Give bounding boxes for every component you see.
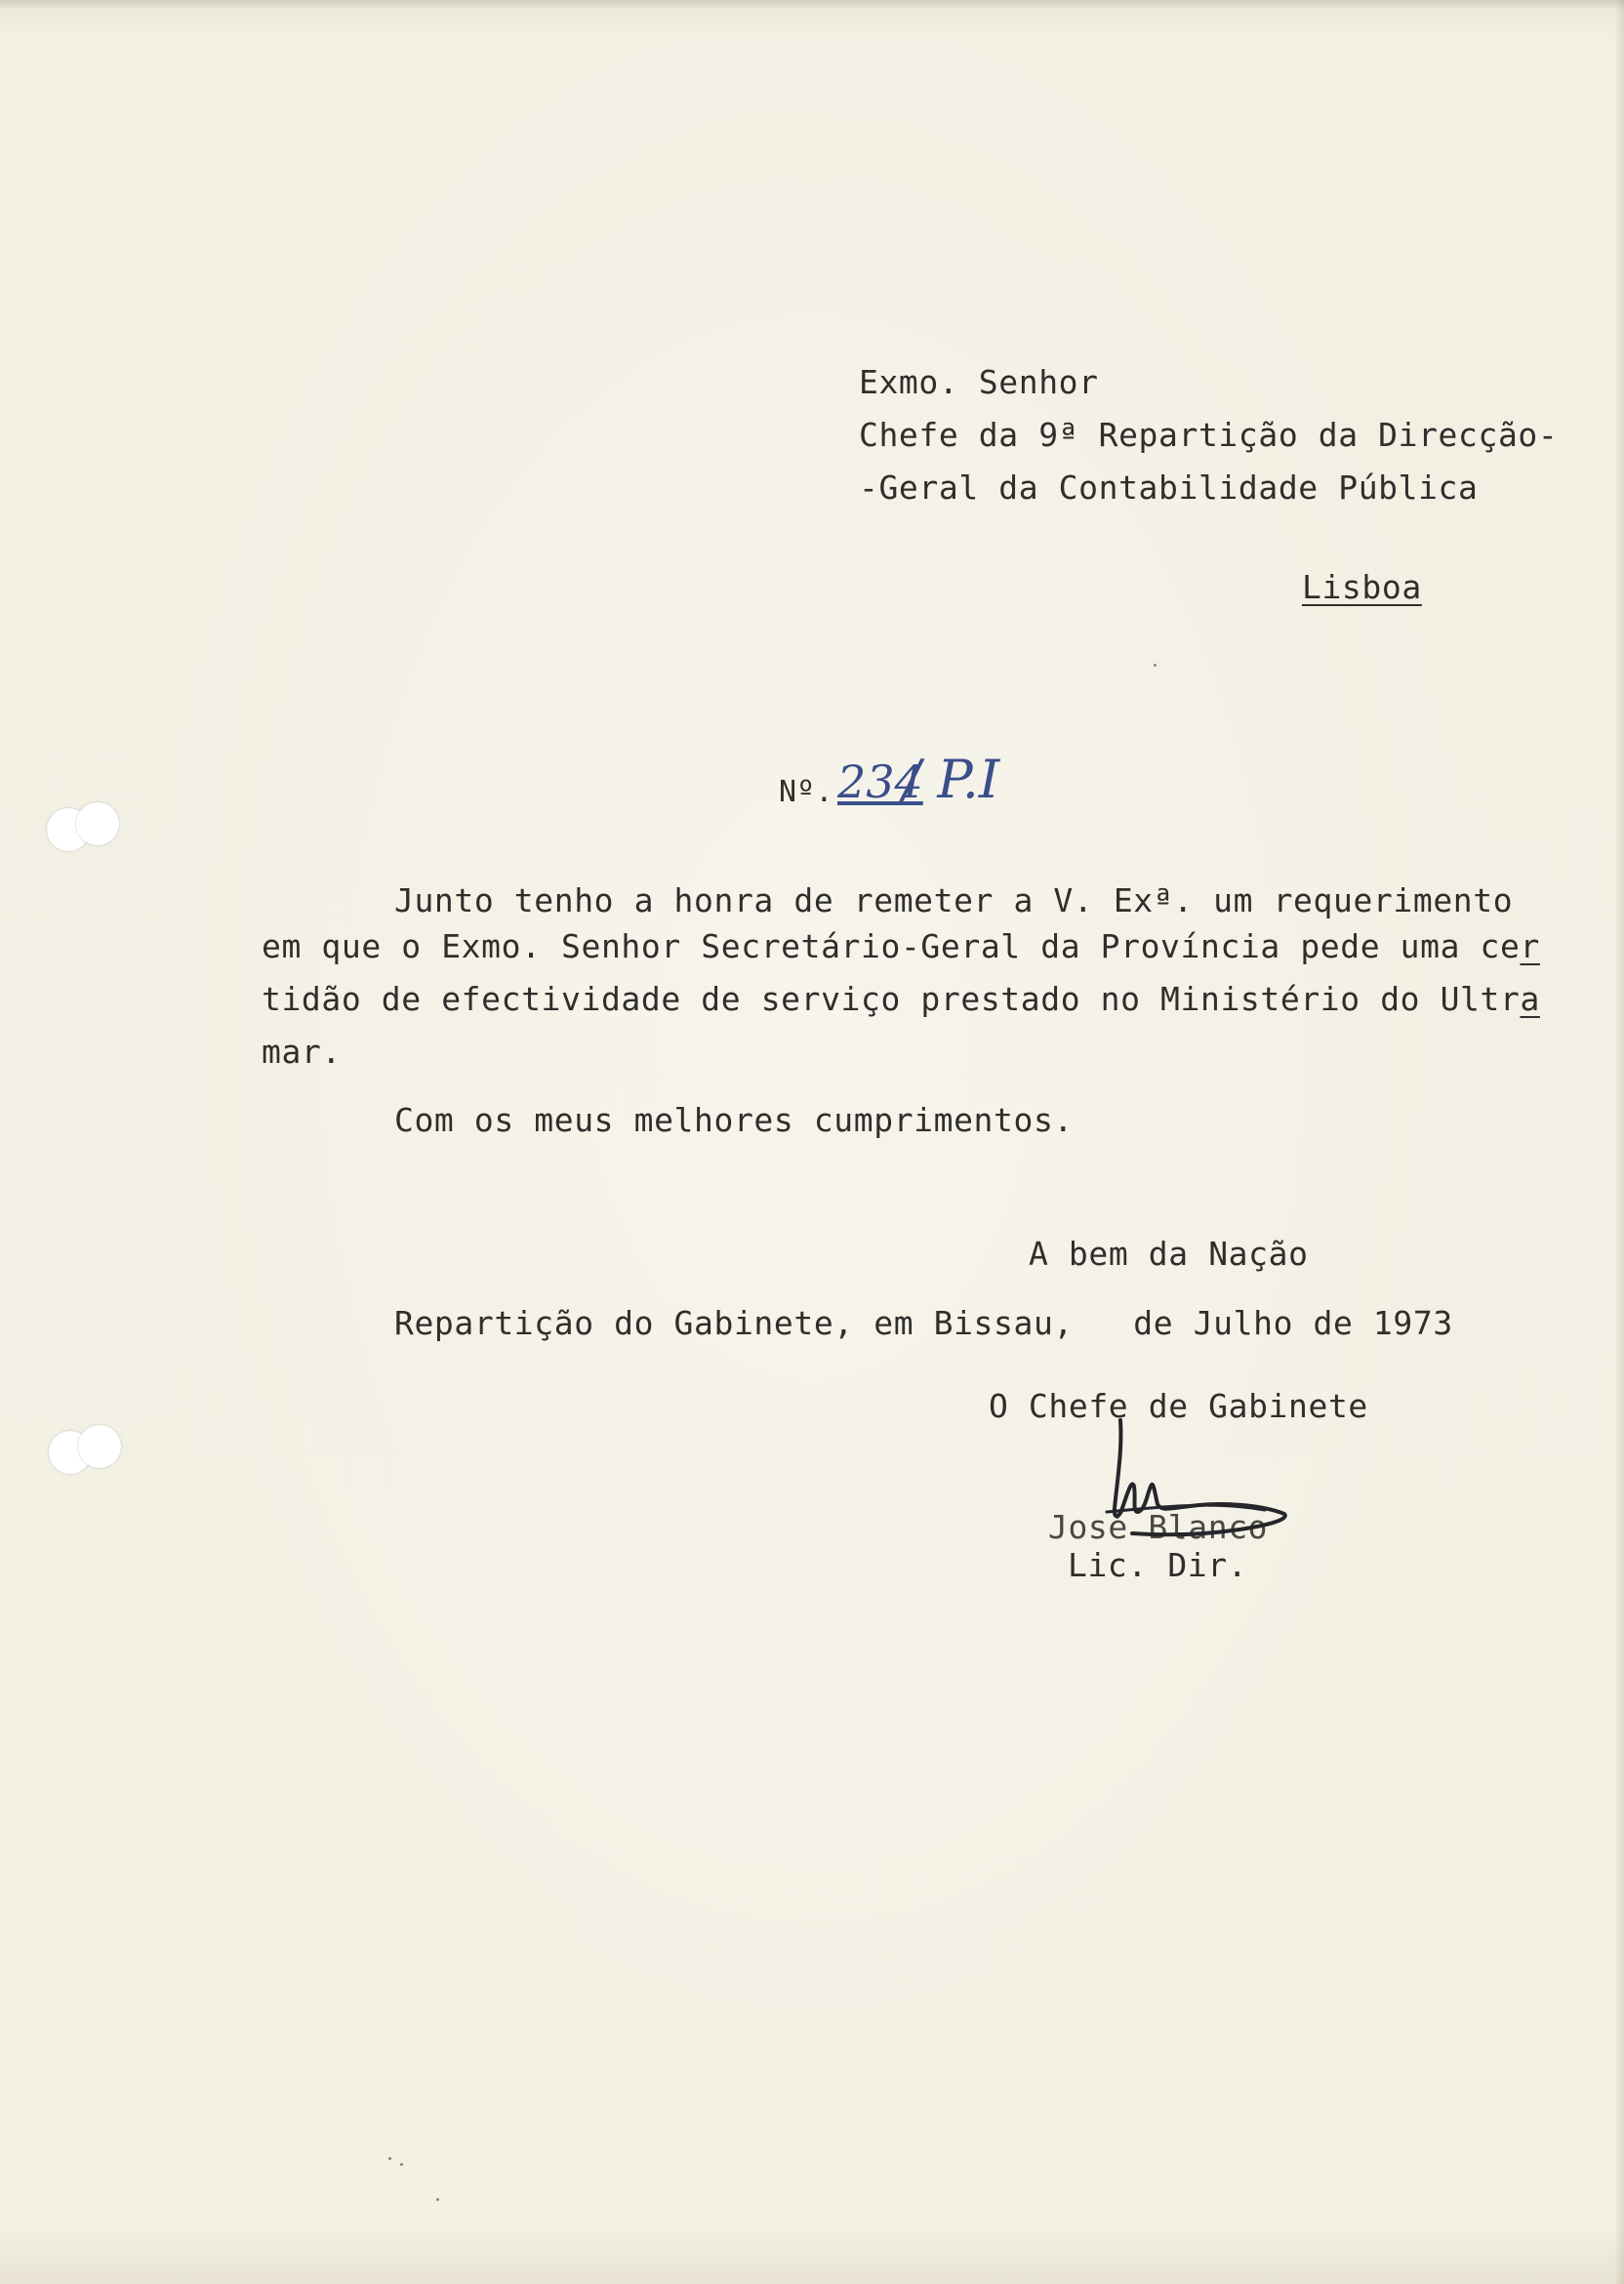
body-line-3-end: a bbox=[1520, 980, 1540, 1018]
paper-edge-top bbox=[0, 0, 1624, 10]
reference-prefix: Nº. bbox=[779, 775, 833, 809]
signatory-name: José Blanco bbox=[1048, 1508, 1269, 1546]
paper-edge-right bbox=[1614, 0, 1624, 2284]
signatory-degree: Lic. Dir. bbox=[1068, 1546, 1248, 1584]
recipient-line-2: -Geral da Contabilidade Pública bbox=[859, 469, 1479, 507]
punch-hole-bottom bbox=[45, 1421, 121, 1482]
recipient-line-1: Chefe da 9ª Repartição da Direcção- bbox=[859, 416, 1559, 454]
signatory-title: O Chefe de Gabinete bbox=[989, 1387, 1368, 1425]
body-line-3-text: tidão de efectividade de serviço prestado no Ministério do Ultr bbox=[262, 980, 1521, 1018]
body-line-3 bbox=[262, 980, 1540, 1019]
recipient-city: Lisboa bbox=[1302, 568, 1422, 606]
body-line-2 bbox=[262, 927, 1540, 966]
place-and-date: Repartição do Gabinete, em Bissau, de Julho de 1973 bbox=[394, 1304, 1453, 1342]
punch-hole-top bbox=[43, 798, 119, 859]
reference-handwritten-suffix: / P.I bbox=[903, 749, 1000, 810]
closing-line: Com os meus melhores cumprimentos. bbox=[394, 1101, 1074, 1139]
body-line-1: Junto tenho a honra de remeter a V. Exª. um requerimento bbox=[394, 881, 1514, 919]
handwritten-signature bbox=[1093, 1410, 1308, 1552]
motto: A bem da Nação bbox=[1029, 1235, 1309, 1273]
recipient-salutation: Exmo. Senhor bbox=[859, 363, 1099, 401]
body-line-2-end: r bbox=[1520, 927, 1540, 965]
body-line-2-text: em que o Exmo. Senhor Secretário-Geral da Província pede uma ce bbox=[262, 927, 1521, 965]
body-line-4: mar. bbox=[262, 1033, 342, 1071]
reference-handwritten-number: 234 bbox=[837, 755, 923, 808]
